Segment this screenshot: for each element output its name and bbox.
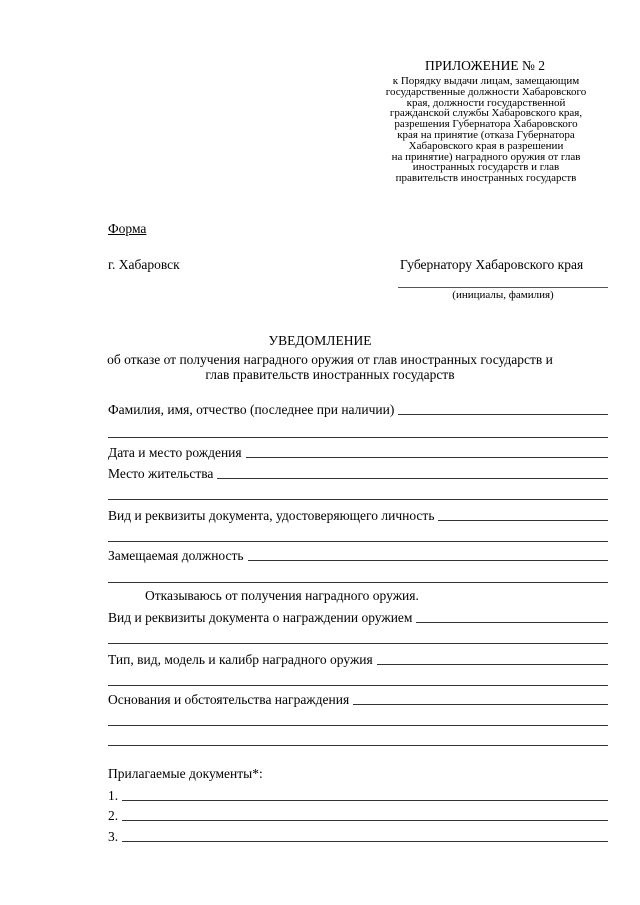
annex-line: государственные должности Хабаровского — [385, 85, 587, 98]
annex-description — [355, 76, 617, 184]
id-document-label: Вид и реквизиты документа, удостоверяющего личность — [108, 508, 435, 523]
position-field[interactable] — [248, 559, 608, 561]
position-continuation-line[interactable] — [108, 582, 608, 583]
position-label: Замещаемая должность — [108, 548, 244, 563]
attachment-number: 3. — [108, 829, 119, 844]
award-document-continuation-line[interactable] — [108, 643, 608, 644]
position-row — [108, 546, 608, 564]
annex-line: края на принятие (отказа Губернатора — [397, 128, 575, 141]
attachment-field[interactable] — [122, 819, 608, 821]
addressee-hint: (инициалы, фамилия) — [452, 289, 554, 301]
annex-line: правительств иностранных государств — [395, 172, 577, 185]
birth-field[interactable] — [246, 456, 608, 458]
full-name-continuation-line[interactable] — [108, 437, 608, 438]
residence-row — [108, 464, 608, 482]
annex-line: к Порядку выдачи лицам, замещающим — [392, 75, 580, 87]
full-name-row — [108, 400, 608, 418]
weapon-continuation-line[interactable] — [108, 685, 608, 686]
attachment-row — [108, 827, 608, 845]
residence-label: Место жительства — [108, 466, 214, 481]
residence-field[interactable] — [217, 477, 608, 479]
annex-line: разрешения Губернатора Хабаровского — [394, 118, 578, 131]
id-document-row — [108, 506, 608, 524]
award-document-label: Вид и реквизиты документа о награждении оружием — [108, 610, 413, 625]
attachment-number: 2. — [108, 808, 119, 823]
document-title: УВЕДОМЛЕНИЕ — [268, 333, 372, 348]
full-name-field[interactable] — [398, 413, 608, 415]
grounds-continuation-line[interactable] — [108, 725, 608, 726]
annex-line: иностранных государств и глав — [412, 161, 560, 174]
annex-line: Хабаровского края в разрешении — [408, 139, 564, 152]
grounds-continuation-line[interactable] — [108, 745, 608, 746]
weapon-label: Тип, вид, модель и калибр наградного оружия — [108, 652, 373, 667]
addressee-label: Губернатору Хабаровского края — [400, 257, 584, 272]
weapon-row — [108, 650, 608, 668]
refusal-statement: Отказываюсь от получения наградного оружия. — [145, 588, 419, 603]
annex-line: края, должности государственной — [406, 96, 566, 109]
attachment-field[interactable] — [122, 840, 608, 842]
full-name-label: Фамилия, имя, отчество (последнее при наличии) — [108, 402, 395, 417]
id-document-continuation-line[interactable] — [108, 541, 608, 542]
attachment-row — [108, 806, 608, 824]
birth-row — [108, 443, 608, 461]
birth-label: Дата и место рождения — [108, 445, 242, 460]
weapon-field[interactable] — [377, 663, 608, 665]
id-document-field[interactable] — [438, 519, 608, 521]
annex-line: гражданской службы Хабаровского края, — [389, 107, 583, 120]
grounds-row — [108, 690, 608, 708]
award-document-row — [108, 608, 608, 626]
residence-continuation-line[interactable] — [108, 499, 608, 500]
city-label: г. Хабаровск — [108, 257, 180, 272]
attachment-row — [108, 786, 608, 804]
attachments-title: Прилагаемые документы*: — [108, 766, 263, 781]
grounds-label: Основания и обстоятельства награждения — [108, 692, 350, 707]
attachment-number: 1. — [108, 788, 119, 803]
award-document-field[interactable] — [416, 621, 608, 623]
annex-line: на принятие) наградного оружия от глав — [391, 150, 581, 163]
attachment-field[interactable] — [122, 799, 608, 801]
grounds-field[interactable] — [353, 703, 608, 705]
addressee-name-field[interactable] — [398, 287, 608, 288]
form-label: Форма — [108, 221, 147, 236]
annex-title: ПРИЛОЖЕНИЕ № 2 — [424, 58, 546, 73]
document-subtitle: об отказе от получения наградного оружия от глав иностранных государств и глав правительств иностранных государств — [107, 352, 553, 382]
